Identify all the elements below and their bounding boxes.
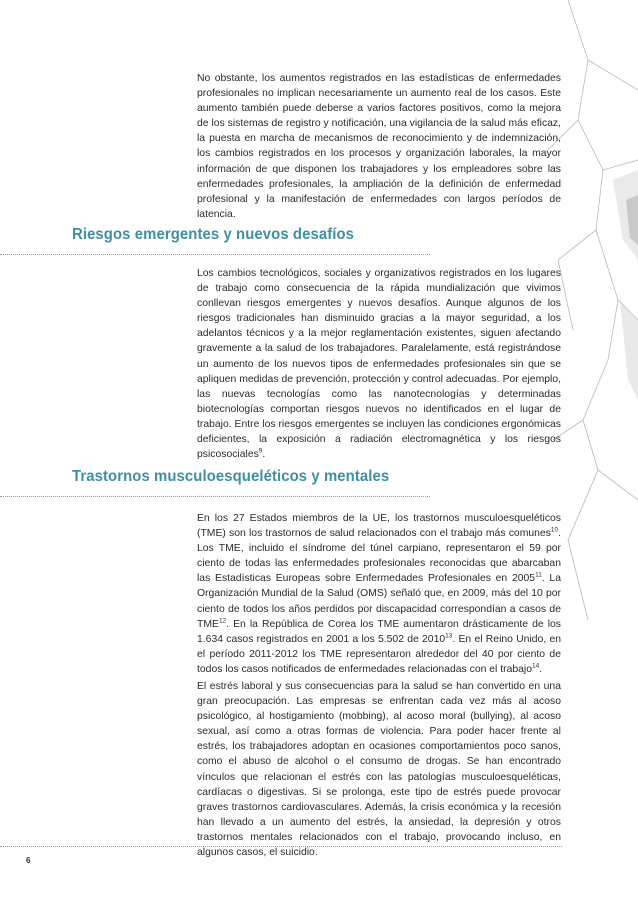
heading-emerging-risks: Riesgos emergentes y nuevos desafíos <box>72 226 355 243</box>
msd-text-f: . <box>539 663 543 675</box>
msd-text-c: . La Organización Mundial de la Salud (OMS) señaló que, en 2009, más del 10 por ciento de todos los años perdidos por discapacidad correspondían a casos de TME <box>197 573 561 630</box>
heading-msd: Trastornos musculoesqueléticos y mentales <box>72 468 390 485</box>
footnote-ref: 13 <box>445 632 453 640</box>
msd-text-b: . Los TME, incluido el síndrome del túnel carpiano, representaron el 59 por ciento de todas las enfermedades profesionales reconocidas que abarcaban las Estadísticas Europeas sobre Enfermedades Profesionales en 2005 <box>197 528 561 585</box>
page-number: 6 <box>26 856 31 865</box>
emerging-text: Los cambios tecnológicos, sociales y organizativos registrados en los lugares de trabajo como consecuencia de la rápida mundialización que vivimos conllevan riesgos emergentes y nuevos desafíos. Aunque algunos de los riesgos tradicionales han disminuido gracias a la mayor seguridad, a los adelantos técnicos y a la mejor reglamentación existentes, siguen afectando gravemente a la salud de los trabajadores. Paralelamente, está registrándose un aumento de los nuevos tipos de enfermedades profesionales sin que se apliquen medidas de prevención, protección y control adecuadas. Por ejemplo, las nuevas tecnologías como las nanotecnologías y determinadas biotecnologías comportan riesgos nuevos no identificados en el lugar de trabajo. Entre los riesgos emergentes se incluyen las condiciones ergonómicas deficientes, la exposición a radiación electromagnética y los riesgos psicosociales <box>197 268 561 461</box>
emerging-text-end: . <box>262 449 266 461</box>
footnote-ref: 11 <box>535 571 542 579</box>
intro-paragraph: No obstante, los aumentos registrados en las estadísticas de enfermedades profesionales no implican necesariamente un aumento real de los casos. Este aumento también puede deberse a varios factores positivos, como la mejora de los sistemas de registro y notificación, una vigilancia de la salud más eficaz, la puesta en marcha de mecanismos de reconocimiento y de indemnización, los cambios registrados en los procesos y organización laborales, la mayor información de que disponen los trabajadores y los empleadores sobre las enfermedades profesionales, la ampliación de la definición de enfermedad profesional y la manifestación de enfermedades con largos períodos de latencia. <box>197 73 561 220</box>
footnote-ref: 10 <box>550 526 559 534</box>
heading-rule-emerging <box>0 254 430 255</box>
msd-paragraph <box>197 511 561 677</box>
heading-rule-msd <box>0 496 430 497</box>
msd-text-a: En los 27 Estados miembros de la UE, los trastornos musculoesqueléticos (TME) son los trastornos de salud relacionados con el trabajo más comunes <box>197 513 561 540</box>
footnote-ref: 9 <box>258 447 263 455</box>
footer-rule <box>0 846 562 847</box>
footnote-ref: 12 <box>218 617 227 625</box>
msd-text-e: . En el Reino Unido, en el período 2011-2012 los TME representaron alrededor del 40 por ciento de todos los casos notificados de enfermedades relacionadas con el trabajo <box>197 633 562 675</box>
footnote-ref: 14 <box>532 662 540 670</box>
cracked-glass-decoration <box>548 0 638 660</box>
msd-text-d: . En la República de Corea los TME aumentaron drásticamente de los 1.634 casos registrados en 2001 a los 5.502 de 2010 <box>197 618 561 645</box>
stress-paragraph: El estrés laboral y sus consecuencias para la salud se han convertido en una gran preocupación. Las empresas se enfrentan cada vez más al acoso psicológico, al hostigamiento (mobbing), al acoso moral (bullying), al acoso sexual, así como a otras formas de violencia. Para poder hacer frente al estrés, los trabajadores adoptan en ocasiones comportamientos poco sanos, como el abuso de alcohol o el consumo de drogas. Se han encontrado vínculos que relacionan el estrés con las patologías musculoesqueléticas, cardíacas o digestivas. Si se prolonga, este tipo de estrés puede provocar graves trastornos cardiovasculares. Además, la crisis económica y la recesión han llevado a un aumento del estrés, la ansiedad, la depresión y otros trastornos mentales relacionados con el trabajo, provocando incluso, en algunos casos, el suicidio. <box>197 681 561 859</box>
emerging-risks-paragraph <box>197 266 561 462</box>
